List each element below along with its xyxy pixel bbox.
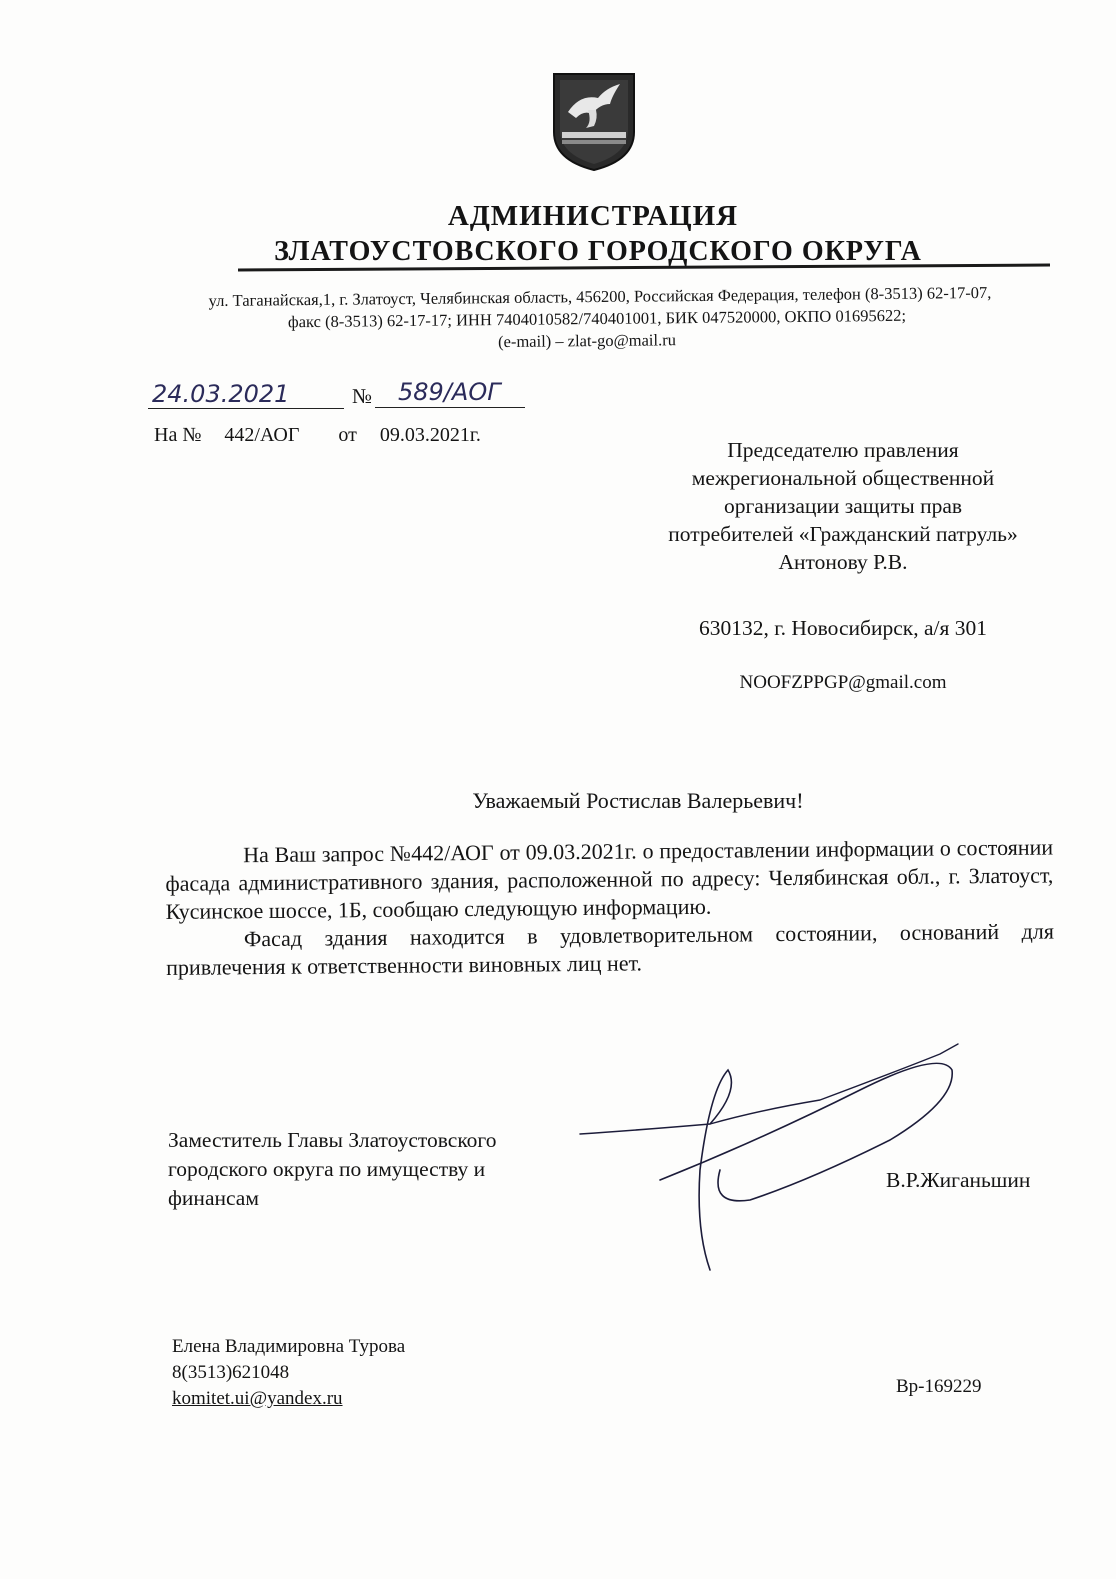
- addressee-block: [598, 436, 1088, 576]
- reference-label: На №: [154, 424, 202, 446]
- reference-line: [154, 424, 499, 447]
- addressee-line: Председателю правления: [727, 438, 959, 462]
- executor-name: Елена Владимировна Турова: [172, 1336, 406, 1357]
- contact-requisites-line: факс (8-3513) 62-17-17; ИНН 7404010582/740401001, БИК 047520000, ОКПО 01695622;: [287, 305, 907, 332]
- greeting: Уважаемый Ростислав Валерьевич!: [472, 788, 804, 813]
- signatory-position-line: финансам: [168, 1186, 259, 1210]
- signatory-position: [168, 1126, 496, 1213]
- reference-number: 442/АОГ: [224, 424, 300, 446]
- registration-number-label: №: [352, 384, 373, 408]
- executor-block: [172, 1334, 405, 1412]
- letter-body: [165, 833, 1054, 982]
- reference-date: 09.03.2021г.: [379, 424, 481, 446]
- registration-number: 589/АОГ: [398, 378, 501, 406]
- addressee-name: Антонову Р.В.: [778, 550, 908, 574]
- signatory-name: В.Р.Жиганьшин: [886, 1168, 1031, 1192]
- organization-subtitle: ЗЛАТОУСТОВСКОГО ГОРОДСКОГО ОКРУГА: [274, 236, 922, 267]
- handwritten-signature: [560, 1030, 980, 1290]
- addressee-line: межрегиональной общественной: [691, 466, 995, 490]
- signatory-position-line: Заместитель Главы Златоустовского: [168, 1128, 497, 1152]
- contact-address-line: ул. Таганайская,1, г. Златоуст, Челябинская область, 456200, Российская Федерация, телефон (8-3513) 62-17-07,: [208, 282, 992, 311]
- organization-title: АДМИНИСТРАЦИЯ: [447, 200, 739, 232]
- addressee-line: потребителей «Гражданский патруль»: [668, 522, 1018, 546]
- registration-number-underline: [375, 407, 525, 408]
- body-paragraph: На Ваш запрос №442/АОГ от 09.03.2021г. о предоставлении информации о состоянии фасада административного здания, расположенной по адресу: Челябинская обл., г. Златоуст, Кусинское шоссе, 1Б, сообщаю следующую информацию.: [165, 834, 1054, 924]
- coat-of-arms-icon: [548, 70, 640, 172]
- body-paragraph: Фасад здания находится в удовлетворительном состоянии, оснований для привлечения к ответственности виновных лиц нет.: [166, 918, 1055, 980]
- registration-date: 24.03.2021: [152, 380, 290, 408]
- executor-email: komitet.ui@yandex.ru: [172, 1388, 343, 1409]
- registration-date-underline: [148, 408, 344, 409]
- contact-email-line: (e-mail) – zlat-go@mail.ru: [497, 330, 677, 352]
- executor-phone: 8(3513)621048: [172, 1362, 290, 1383]
- document-code: Вр-169229: [896, 1376, 982, 1397]
- addressee-email: NOOFZPPGP@gmail.com: [739, 672, 947, 693]
- reference-from-label: от: [338, 424, 357, 446]
- signatory-position-line: городского округа по имуществу и: [168, 1157, 486, 1181]
- addressee-line: организации защиты прав: [723, 494, 963, 518]
- addressee-postal: 630132, г. Новосибирск, а/я 301: [699, 616, 987, 640]
